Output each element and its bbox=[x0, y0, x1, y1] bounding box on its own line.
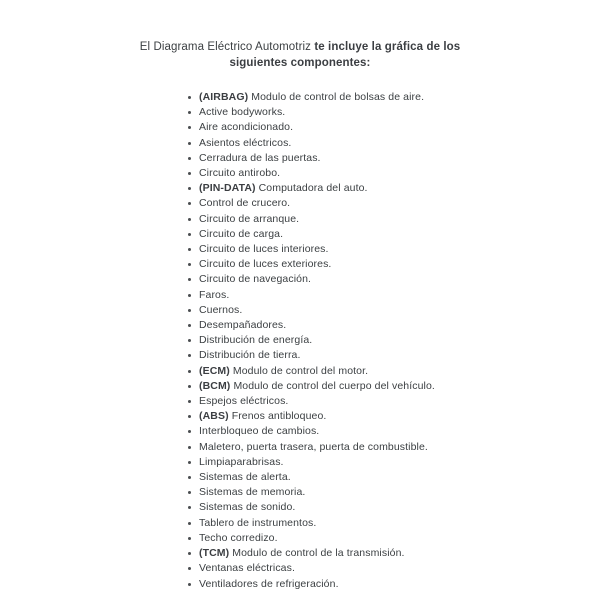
page-title-bold: te incluye la gráfica de los siguientes componentes: bbox=[229, 41, 461, 69]
list-item bbox=[187, 470, 600, 485]
list-item-acronym: (ABS) bbox=[199, 410, 232, 423]
list-item bbox=[187, 348, 600, 363]
list-item-text: Tablero de instrumentos. bbox=[199, 516, 317, 529]
list-item bbox=[187, 394, 600, 409]
list-item bbox=[187, 242, 600, 257]
list-item bbox=[187, 379, 600, 394]
list-item-text: Modulo de control de la transmisión. bbox=[232, 547, 405, 560]
list-item bbox=[187, 120, 600, 135]
list-item bbox=[187, 166, 600, 181]
list-item-acronym: (ECM) bbox=[199, 364, 233, 377]
list-item bbox=[187, 516, 600, 531]
list-item-text: Cerradura de las puertas. bbox=[199, 151, 321, 164]
list-item-text: Techo corredizo. bbox=[199, 531, 278, 544]
list-item-text: Frenos antibloqueo. bbox=[231, 410, 327, 423]
list-item bbox=[187, 181, 600, 196]
list-item bbox=[187, 136, 600, 151]
list-item-text: Cuernos. bbox=[199, 303, 243, 316]
list-item-text: Circuito antirobo. bbox=[199, 167, 281, 180]
list-item-text: Modulo de control del cuerpo del vehículo. bbox=[233, 379, 435, 392]
list-item bbox=[187, 105, 600, 120]
list-item bbox=[187, 577, 600, 592]
list-item-text: Asientos eléctricos. bbox=[199, 136, 292, 149]
list-item bbox=[187, 333, 600, 348]
list-item bbox=[187, 318, 600, 333]
list-item-acronym: (BCM) bbox=[199, 379, 234, 392]
list-item bbox=[187, 196, 600, 211]
list-item-text: Sistemas de sonido. bbox=[199, 501, 296, 514]
list-item-text: Sistemas de memoria. bbox=[199, 486, 306, 499]
list-item-acronym: (AIRBAG) bbox=[199, 91, 252, 103]
list-item-text: Circuito de navegación. bbox=[199, 273, 312, 286]
list-item bbox=[187, 485, 600, 500]
list-item-text: Ventanas eléctricas. bbox=[199, 562, 295, 575]
list-item-text: Computadora del auto. bbox=[258, 182, 368, 195]
list-item-text: Distribución de energía. bbox=[199, 334, 313, 347]
page-title-regular: El Diagrama Eléctrico Automotriz bbox=[139, 41, 312, 53]
list-item bbox=[187, 440, 600, 455]
list-item-text: Desempañadores. bbox=[199, 319, 287, 332]
list-item-text: Circuito de carga. bbox=[199, 227, 284, 240]
list-item-text: Espejos eléctricos. bbox=[199, 395, 289, 408]
list-item bbox=[187, 151, 600, 166]
list-item-text: Modulo de control del motor. bbox=[232, 364, 369, 377]
list-item-text: Circuito de luces exteriores. bbox=[199, 258, 332, 271]
list-item bbox=[187, 257, 600, 272]
list-item bbox=[187, 212, 600, 227]
list-item bbox=[187, 272, 600, 287]
list-item-text: Maletero, puerta trasera, puerta de combustible. bbox=[199, 440, 428, 453]
list-item-text: Sistemas de alerta. bbox=[199, 471, 291, 484]
list-item bbox=[187, 288, 600, 303]
list-item-acronym: (PIN-DATA) bbox=[199, 182, 259, 195]
list-item-text: Active bodyworks. bbox=[199, 106, 286, 119]
page-title bbox=[124, 0, 476, 71]
list-item bbox=[187, 531, 600, 546]
list-item bbox=[187, 424, 600, 439]
list-item-text: Aire acondicionado. bbox=[199, 121, 294, 134]
list-item-text: Faros. bbox=[199, 288, 230, 301]
components-list bbox=[187, 90, 600, 592]
list-item-text: Circuito de luces interiores. bbox=[199, 243, 329, 256]
list-item-acronym: (TCM) bbox=[199, 547, 233, 560]
list-item-text: Limpiaparabrisas. bbox=[199, 455, 284, 468]
list-item-text: Modulo de control de bolsas de aire. bbox=[251, 91, 425, 103]
list-item bbox=[187, 546, 600, 561]
list-item bbox=[187, 561, 600, 576]
list-item bbox=[187, 90, 600, 105]
list-item bbox=[187, 364, 600, 379]
list-item-text: Ventiladores de refrigeración. bbox=[199, 577, 339, 590]
list-item-text: Interbloqueo de cambios. bbox=[199, 425, 320, 438]
list-item bbox=[187, 409, 600, 424]
list-item bbox=[187, 455, 600, 470]
list-item-text: Circuito de arranque. bbox=[199, 212, 300, 225]
list-item bbox=[187, 227, 600, 242]
list-item-text: Distribución de tierra. bbox=[199, 349, 301, 362]
list-item-text: Control de crucero. bbox=[199, 197, 291, 210]
list-item bbox=[187, 500, 600, 515]
list-item bbox=[187, 303, 600, 318]
